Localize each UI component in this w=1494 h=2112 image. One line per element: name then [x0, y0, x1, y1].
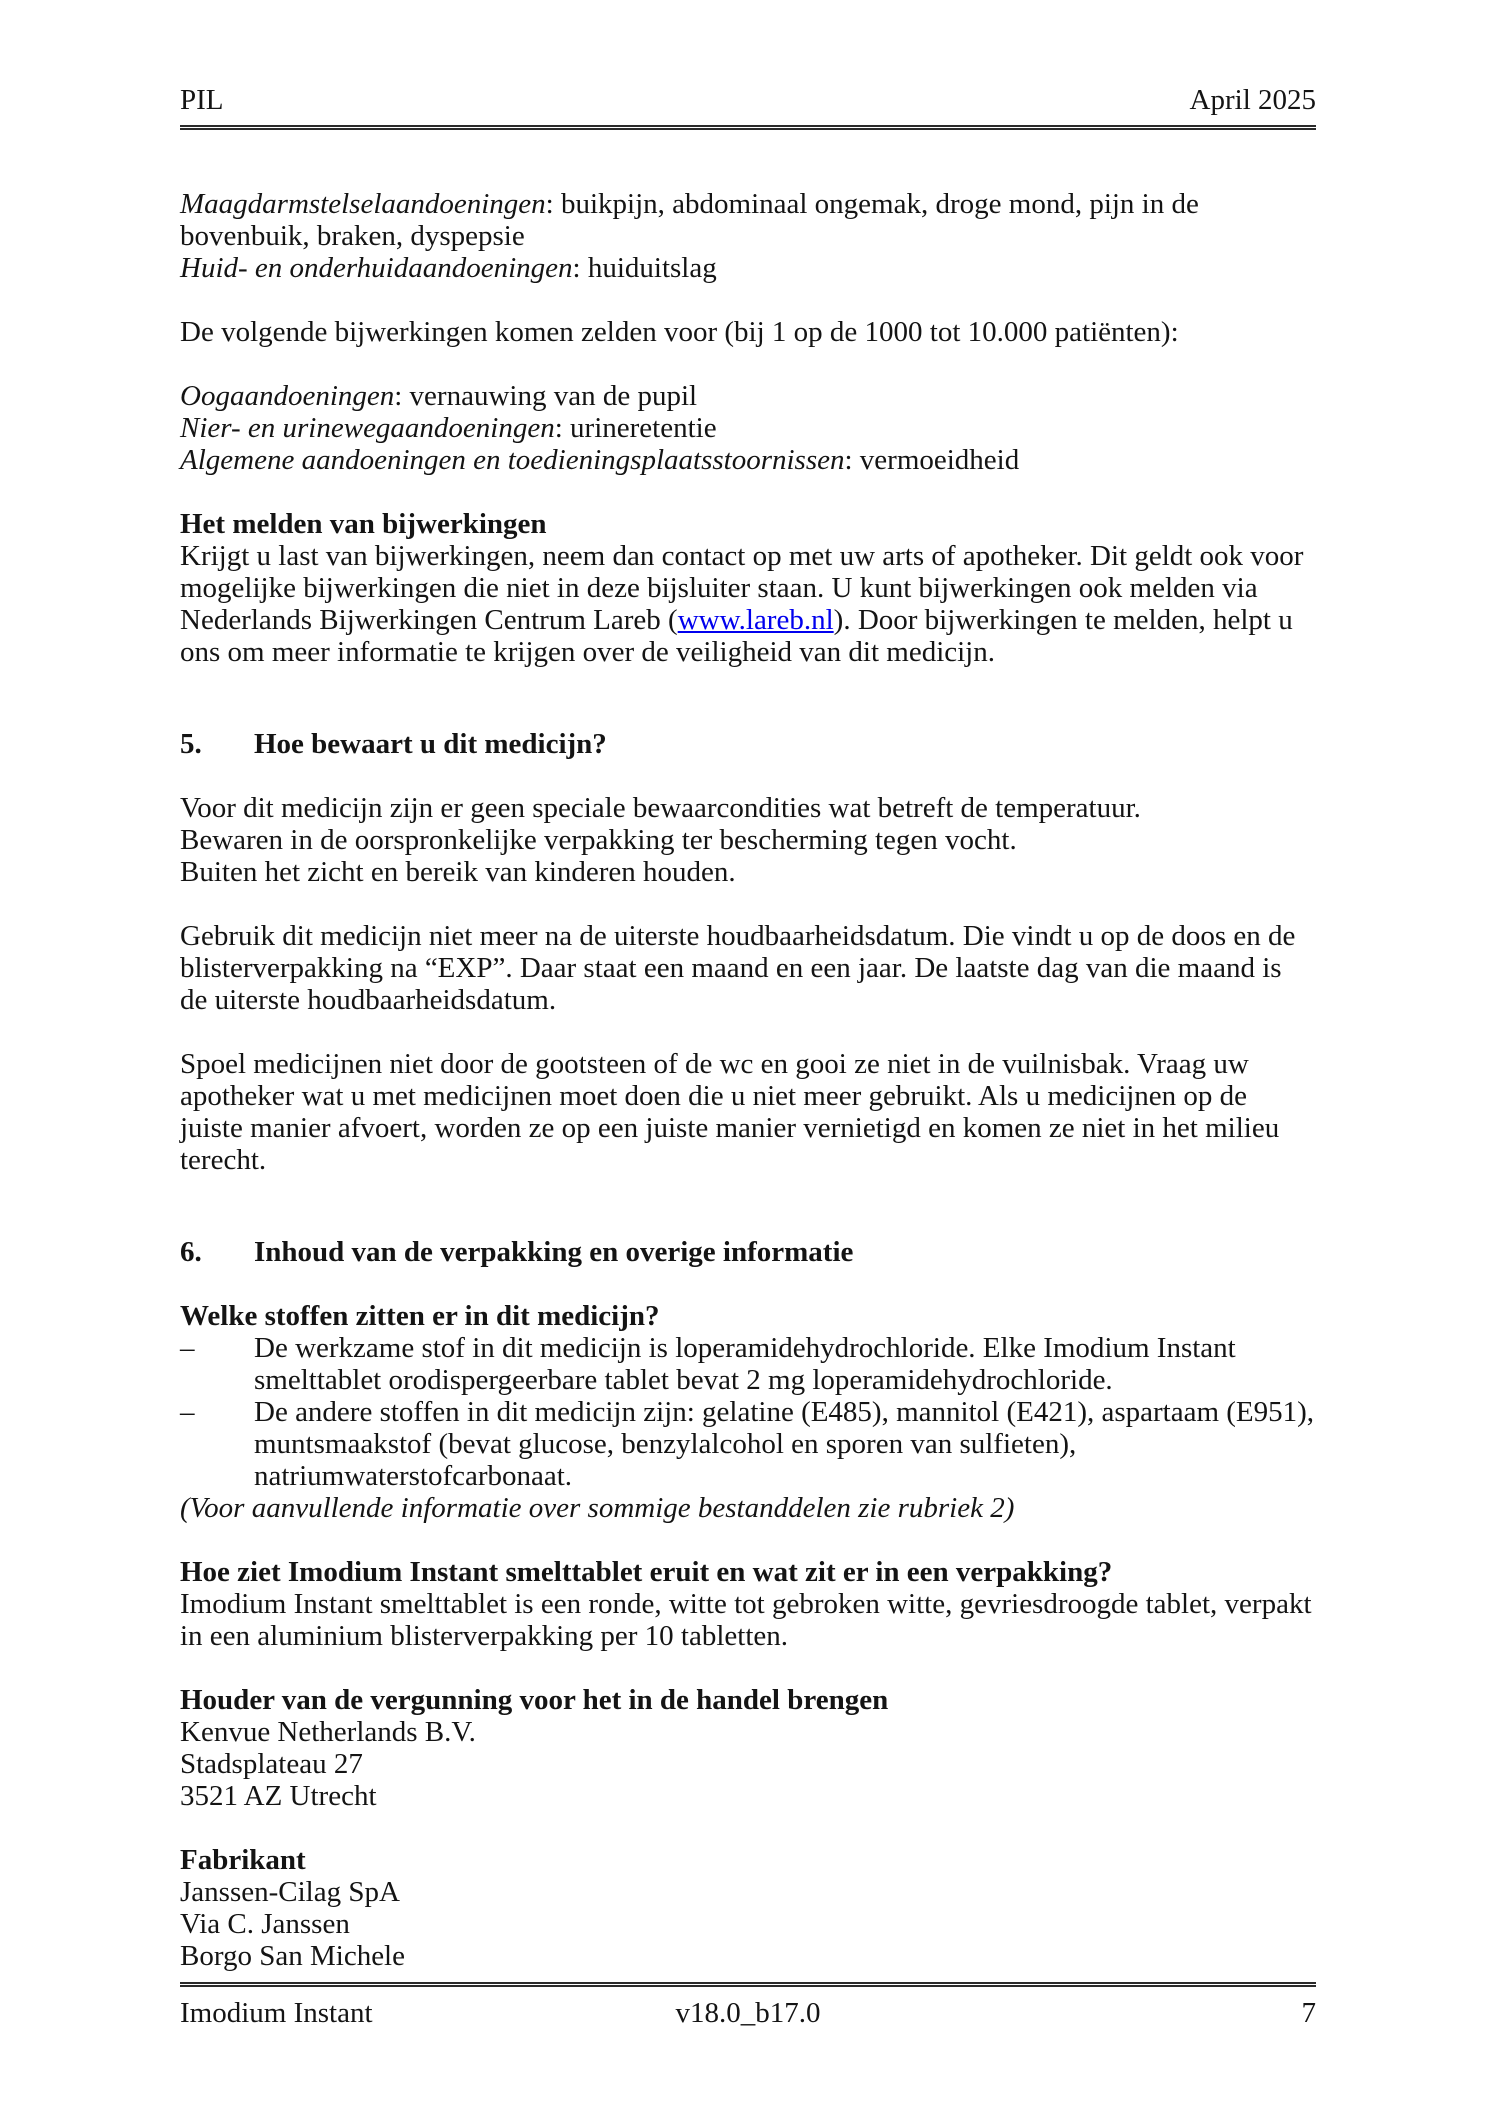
reporting-text-after-link: ). Door bijwerkingen te melden, helpt u ons om meer informatie te krijgen over de veiligheid van dit medicijn. — [180, 604, 1293, 668]
header-doc-type: PIL — [180, 84, 224, 116]
mah-city-line: 3521 AZ Utrecht — [180, 1780, 377, 1812]
dash-bullet-icon: – — [180, 1332, 195, 1364]
dash-bullet-icon: – — [180, 1396, 195, 1428]
skin-disorders-line — [180, 252, 1316, 284]
mah-company-line: Kenvue Netherlands B.V. — [180, 1716, 476, 1748]
skin-disorders-label: Huid- en onderhuidaandoeningen — [180, 252, 573, 284]
reporting-heading: Het melden van bijwerkingen — [180, 508, 547, 540]
disposal-paragraph: Spoel medicijnen niet door de gootsteen of de wc en gooi ze niet in de vuilnisbak. Vraag uw apotheker wat u met medicijnen moet doen die u niet meer gebruikt. Als u medicijnen op de juiste manier afvoert, worden ze op een juiste manier vernietigd en komen ze niet in het milieu terecht. — [180, 1048, 1280, 1176]
urinary-disorders-line — [180, 412, 1316, 444]
ingredient-bullet-text: De andere stoffen in dit medicijn zijn: gelatine (E485), mannitol (E421), aspartaam (E951), muntsmaakstof (bevat glucose, benzylalcohol en sporen van sulfieten), natriumwaterstofcarbonaat. — [254, 1396, 1315, 1492]
mah-street-line: Stadsplateau 27 — [180, 1748, 363, 1780]
eye-disorders-line — [180, 380, 1316, 412]
mah-heading: Houder van de vergunning voor het in de handel brengen — [180, 1684, 889, 1716]
section-5-heading — [180, 728, 1316, 760]
header-date: April 2025 — [1189, 84, 1316, 116]
ingredients-note: (Voor aanvullende informatie over sommige bestanddelen zie rubriek 2) — [180, 1492, 1015, 1524]
ingredient-bullet-text: De werkzame stof in dit medicijn is loperamidehydrochloride. Elke Imodium Instant smelttablet orodispergeerbare tablet bevat 2 mg loperamidehydrochloride. — [254, 1332, 1236, 1396]
expiry-paragraph: Gebruik dit medicijn niet meer na de uiterste houdbaarheidsdatum. Die vindt u op de doos en de blisterverpakking na “EXP”. Daar staat een maand en een jaar. De laatste dag van die maand is de uiterste houdbaarheidsdatum. — [180, 920, 1296, 1016]
reporting-paragraph — [180, 540, 1316, 668]
ingredients-heading: Welke stoffen zitten er in dit medicijn? — [180, 1300, 660, 1332]
appearance-heading: Hoe ziet Imodium Instant smelttablet eruit en wat zit er in een verpakking? — [180, 1556, 1113, 1588]
gastro-disorders-label: Maagdarmstelselaandoeningen — [180, 188, 546, 220]
general-disorders-text: : vermoeidheid — [844, 444, 1020, 476]
skin-disorders-text: : huiduitslag — [572, 252, 717, 284]
reporting-text-before-link: Krijgt u last van bijwerkingen, neem dan contact op met uw arts of apotheker. Dit geldt ook voor mogelijke bijwerkingen die niet in deze bijsluiter staan. U kunt bijwerkingen ook melden via Nederlands Bijwerkingen Centrum Lareb ( — [180, 540, 1304, 636]
gastro-disorders-text: : buikpijn, abdominaal ongemak, droge mond, pijn in de bovenbuik, braken, dyspepsie — [180, 188, 1199, 252]
ingredient-bullet-other-substances — [180, 1396, 1316, 1492]
footer-version: v18.0_b17.0 — [675, 1997, 821, 2029]
manufacturer-city-line: Borgo San Michele — [180, 1940, 405, 1972]
manufacturer-company-line: Janssen-Cilag SpA — [180, 1876, 400, 1908]
general-disorders-label: Algemene aandoeningen en toedieningsplaatsstoornissen — [180, 444, 845, 476]
footer-page-number: 7 — [1301, 1997, 1317, 2029]
section-5-title: Hoe bewaart u dit medicijn? — [254, 728, 607, 760]
manufacturer-street-line: Via C. Janssen — [180, 1908, 350, 1940]
gastro-disorders-line — [180, 188, 1316, 252]
urinary-disorders-text: : urineretentie — [554, 412, 717, 444]
page-footer — [180, 1982, 1316, 2029]
storage-children-line: Buiten het zicht en bereik van kinderen houden. — [180, 856, 736, 888]
ingredient-bullet-active-substance — [180, 1332, 1316, 1396]
lareb-link[interactable]: www.lareb.nl — [677, 604, 834, 636]
manufacturer-heading: Fabrikant — [180, 1844, 306, 1876]
section-6-title: Inhoud van de verpakking en overige informatie — [254, 1236, 854, 1268]
urinary-disorders-label: Nier- en urinewegaandoeningen — [180, 412, 555, 444]
eye-disorders-label: Oogaandoeningen — [180, 380, 395, 412]
section-5-number: 5. — [180, 728, 202, 760]
page-header — [180, 84, 1316, 130]
section-6-number: 6. — [180, 1236, 202, 1268]
general-disorders-line — [180, 444, 1316, 476]
eye-disorders-text: : vernauwing van de pupil — [394, 380, 698, 412]
section-6-heading — [180, 1236, 1316, 1268]
appearance-paragraph: Imodium Instant smelttablet is een ronde, witte tot gebroken witte, gevriesdroogde tablet, verpakt in een aluminium blisterverpakking per 10 tabletten. — [180, 1588, 1312, 1652]
footer-product-name: Imodium Instant — [180, 1997, 373, 2029]
storage-packaging-line: Bewaren in de oorspronkelijke verpakking ter bescherming tegen vocht. — [180, 824, 1017, 856]
storage-condition-line: Voor dit medicijn zijn er geen speciale bewaarcondities wat betreft de temperatuur. — [180, 792, 1141, 824]
rare-side-effects-intro: De volgende bijwerkingen komen zelden voor (bij 1 op de 1000 tot 10.000 patiënten): — [180, 316, 1179, 348]
